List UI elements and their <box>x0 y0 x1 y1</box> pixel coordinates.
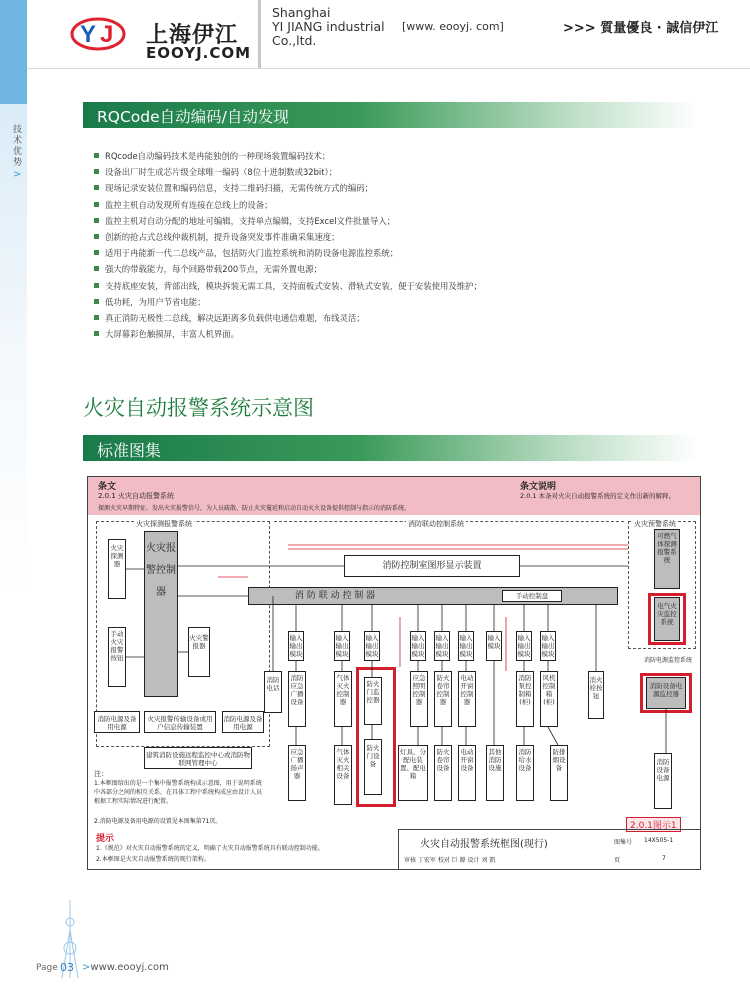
note-text: 2.0.1 本条对火灾自动报警系统的定义作出新的解释。 <box>520 492 676 500</box>
hint-1: 1.《规范》对火灾自动报警系统的定义，明确了火灾自动报警系统具有联动控制功能。 <box>96 845 324 852</box>
lighting-box: 灯具、分配电装置、配电箱 <box>398 745 428 801</box>
yj-logo-icon <box>70 12 126 52</box>
list-item: 设备出厂时生成芯片级全球唯一编码（8位十进制数或32bit）； <box>94 164 504 180</box>
speaker-box: 应急广播扬声器 <box>288 745 306 801</box>
page-label: 页 <box>614 857 621 864</box>
set-no: 14X505-1 <box>644 837 674 844</box>
list-item: 真正消防无极性二总线，解决远距离多负载供电通信难题，布线灵活； <box>94 310 504 326</box>
list-item: 监控主机自动发现所有连接在总线上的设备； <box>94 197 504 213</box>
fire-phone-box: 消防电话 <box>264 671 282 713</box>
header-rule <box>27 68 750 69</box>
header-website[interactable]: [www. eooyj. com] <box>402 20 504 33</box>
sidebar-accent <box>0 0 27 104</box>
list-item: 现场记录安装位置和编码信息，支持二维码扫描，无需传统方式的编码； <box>94 180 504 196</box>
list-item: 适用于冉能新一代二总线产品，包括防火门监控系统和消防设备电源监控系统； <box>94 245 504 261</box>
elec-monitor-box: 电气火灾监控系统 <box>654 597 680 641</box>
feature-list <box>94 148 504 342</box>
io-module: 输入输出模块 <box>458 631 474 661</box>
linkage-controller-bar: 消 防 联 动 控 制 器 <box>248 587 618 605</box>
company-name: Shanghai YI JIANG industrial Co.,ltd. <box>272 5 385 48</box>
list-item: RQcode自动编码技术是冉能独创的一种现场装置编码技术； <box>94 148 504 164</box>
power-left-box: 消防电源及备用电源 <box>94 711 140 733</box>
emergency-light-ctrl-box: 应急照明控制器 <box>410 671 428 727</box>
footer-page-label: Page <box>36 963 58 973</box>
shutter-equip-box: 防火卷帘设备 <box>434 745 452 801</box>
figure-tag: 2.0.1图示1 <box>626 817 681 832</box>
io-module: 输入输出模块 <box>410 631 426 661</box>
hydrant-button-box: 消火栓按钮 <box>588 671 604 719</box>
power-right-box: 消防电源及备用电源 <box>222 711 264 733</box>
hint-title: 提示 <box>96 834 115 844</box>
note-2: 2.消防电源及备用电源的设置见本图集第71页。 <box>94 818 222 825</box>
gas-detector-box: 可燃气体探测报警系统 <box>654 529 680 589</box>
broadcast-box: 消防应急广播设备 <box>288 671 306 727</box>
water-equip-box: 消防给水设备 <box>516 745 534 801</box>
io-module: 输入输出模块 <box>434 631 450 661</box>
gas-equipment-box: 气体灭火相关设备 <box>334 745 352 805</box>
hint-2: 2.本框图是火灾自动报警系统的现行架构。 <box>96 856 210 863</box>
footer-page-number: 03 <box>60 961 74 974</box>
smoke-equip-box: 防排烟设备 <box>550 745 568 801</box>
io-module: 输入输出模块 <box>364 631 380 661</box>
standard-atlas-title: 标准图集 <box>97 441 162 460</box>
clause-text: 2.0.1 火灾自动报警系统 <box>98 492 175 500</box>
footer-arrow-icon: > <box>82 962 91 973</box>
list-item: 监控主机对自动分配的地址可编辑，支持单点编辑，支持Excel文件批量导入； <box>94 213 504 229</box>
fire-detector-box: 火灾探测器 <box>108 539 126 599</box>
section-title: RQCode自动编码/自动发现 <box>97 108 289 126</box>
group-label-warning: 火灾预警系统 <box>634 520 676 528</box>
group-label-detect: 火灾探测报警系统 <box>136 520 192 528</box>
list-item: 低功耗，为用户节省电能； <box>94 294 504 310</box>
other-equip-box: 其他消防设施 <box>486 745 504 801</box>
standard-atlas-bar <box>83 435 698 461</box>
header-divider <box>258 0 261 68</box>
logo-chinese-name: 上海伊江 <box>146 23 239 48</box>
manual-panel-box[interactable]: 手动控制盘 <box>502 590 562 602</box>
svg-text:J: J <box>100 21 114 48</box>
remote-center-box: 建筑消防设施远程监控中心或消防物联网管理中心 <box>144 747 252 769</box>
list-item: 大屏幕彩色触摸屏，丰富人机界面。 <box>94 326 504 342</box>
logo-english-name: EOOYJ.COM <box>146 44 252 62</box>
section-title-bar <box>83 102 698 128</box>
door-monitor-box: 防火门监控器 <box>364 677 382 725</box>
window-ctrl-box: 电动开窗控制器 <box>458 671 476 727</box>
diagram-heading: 火灾自动报警系统示意图 <box>83 396 314 420</box>
fire-alarm-diagram <box>87 476 701 870</box>
set-no-label: 图集号 <box>614 839 633 846</box>
manual-button-box: 手动火灾报警按钮 <box>108 627 126 687</box>
footer-url[interactable]: >www.eooyj.com <box>82 962 169 973</box>
fire-alarm-controller: 火灾报警控制器 <box>144 531 178 697</box>
fan-ctrl-box: 风机控制箱(柜) <box>540 671 558 727</box>
window-equip-box: 电动开窗设备 <box>458 745 476 801</box>
io-module: 输入输出模块 <box>288 631 304 661</box>
door-equipment-box: 防火门设备 <box>364 739 382 795</box>
graphics-display-box: 消防控制室图形显示装置 <box>344 555 520 577</box>
power-group-label: 消防电源监控系统 <box>644 657 693 664</box>
note-1: 1.本框图给出的是一个集中报警系统构成示意图，用于说明系统中各部分之间的相互关系，在具体工程中系统构成应由设计人员根据工程实际情况进行配置。 <box>94 780 263 805</box>
page-no: 7 <box>662 855 666 862</box>
pump-ctrl-box: 消防泵控制箱(柜) <box>516 671 534 727</box>
list-item: 强大的带载能力，每个回路带载200节点，无需外置电源； <box>94 261 504 277</box>
list-item: 支持底座安装，背部出线，模块拆装无需工具，支持面板式安装、滑轨式安装，便于安装使用及维护； <box>94 278 504 294</box>
frame-title: 火灾自动报警系统框图(现行) <box>420 839 548 850</box>
transmit-box: 火灾报警传输设备或用户信息传输装置 <box>144 711 216 733</box>
group-label-linkage: 消防联动控制系统 <box>408 520 464 528</box>
input-module: 输入模块 <box>486 631 502 661</box>
gas-extinguish-ctrl-box: 气体灭火控制器 <box>334 671 352 727</box>
power-equip-box: 消防设备电源 <box>654 753 672 809</box>
sidebar-label: 技术优势 > <box>13 125 23 180</box>
clause-desc: 探测火灾早期特征、发出火灾报警信号，为人员疏散、防止火灾蔓延和启动自动灭火设备提供控制与指示的消防系统。 <box>98 505 411 512</box>
shutter-ctrl-box: 防火卷帘控制器 <box>434 671 452 727</box>
io-module: 输入输出模块 <box>334 631 350 661</box>
io-module: 输入输出模块 <box>540 631 556 661</box>
io-module: 输入输出模块 <box>516 631 532 661</box>
note-title: 条文说明 <box>520 482 557 492</box>
header-slogan: >>> 質量優良 · 誠信伊江 <box>563 21 719 36</box>
fire-alarm-sounder: 火灾警报器 <box>188 627 210 677</box>
diagram-connectors <box>88 477 700 869</box>
svg-text:Y: Y <box>80 21 97 48</box>
list-item: 创新的抢占式总线仲裁机制，提升设备突发事件准确采集速度； <box>94 229 504 245</box>
power-monitor-box: 消防设备电源监控器 <box>646 677 686 709</box>
note-label: 注： <box>94 770 108 778</box>
sign-row: 审核 丁宏军 校对 巨 源 设计 刘 凯 <box>404 857 496 864</box>
clause-title: 条文 <box>98 482 117 492</box>
sidebar-arrow-icon: > <box>13 169 22 180</box>
